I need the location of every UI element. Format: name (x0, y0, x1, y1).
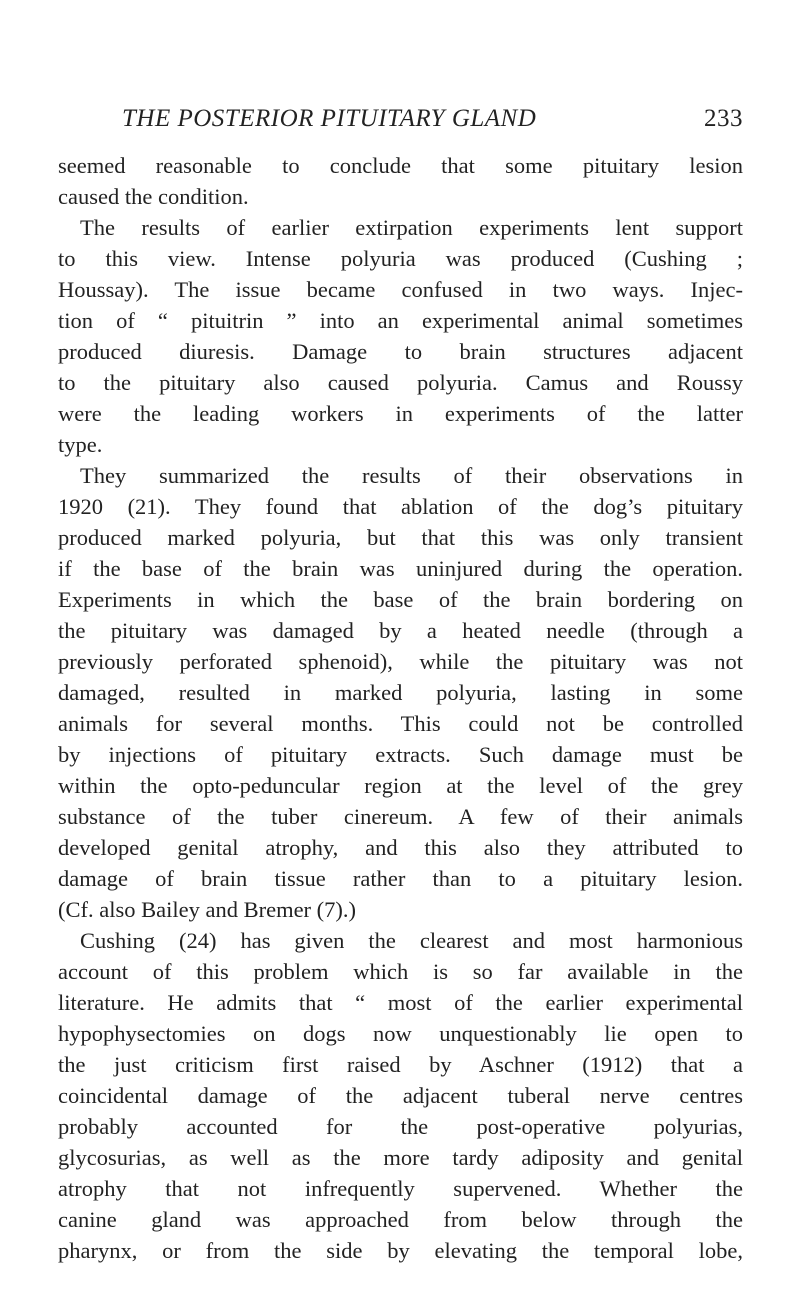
text-line: substance of the tuber cinereum. A few of their animals (58, 804, 743, 829)
text-line: produced diuresis. Damage to brain structures adjacent (58, 339, 743, 364)
page-number: 233 (704, 105, 743, 132)
text-line: Experiments in which the base of the brain bordering on (58, 587, 743, 612)
text-line: previously perforated sphenoid), while the pituitary was not (58, 649, 743, 674)
text-line: the just criticism first raised by Aschner (1912) that a (58, 1052, 743, 1077)
text-line: hypophysectomies on dogs now unquestionably lie open to (58, 1021, 743, 1046)
text-line: literature. He admits that “ most of the earlier experimental (58, 990, 743, 1015)
text-line: animals for several months. This could not be controlled (58, 711, 743, 736)
text-line: Cushing (24) has given the clearest and most harmonious (80, 928, 743, 953)
text-line: account of this problem which is so far available in the (58, 959, 743, 984)
body-text (58, 150, 743, 1266)
text-line: 1920 (21). They found that ablation of the dog’s pituitary (58, 494, 743, 519)
text-line: to the pituitary also caused polyuria. Camus and Roussy (58, 370, 743, 395)
text-line: pharynx, or from the side by elevating the temporal lobe, (58, 1238, 743, 1263)
text-line: by injections of pituitary extracts. Such damage must be (58, 742, 743, 767)
text-line: the pituitary was damaged by a heated needle (through a (58, 618, 743, 643)
text-line: if the base of the brain was uninjured during the operation. (58, 556, 743, 581)
text-line: They summarized the results of their observations in (80, 463, 743, 488)
text-line: developed genital atrophy, and this also they attributed to (58, 835, 743, 860)
text-line: caused the condition. (58, 184, 249, 209)
running-header (122, 105, 743, 141)
text-line: within the opto-peduncular region at the level of the grey (58, 773, 743, 798)
text-line: probably accounted for the post-operative polyurias, (58, 1114, 743, 1139)
text-line: The results of earlier extirpation experiments lent support (80, 215, 743, 240)
text-line: damage of brain tissue rather than to a pituitary lesion. (58, 866, 743, 891)
text-line: glycosurias, as well as the more tardy adiposity and genital (58, 1145, 743, 1170)
text-line: produced marked polyuria, but that this was only transient (58, 525, 743, 550)
text-line: tion of “ pituitrin ” into an experimental animal sometimes (58, 308, 743, 333)
text-line: type. (58, 432, 103, 457)
text-line: atrophy that not infrequently supervened. Whether the (58, 1176, 743, 1201)
text-line: to this view. Intense polyuria was produced (Cushing ; (58, 246, 743, 271)
text-line: (Cf. also Bailey and Bremer (7).) (58, 897, 357, 922)
text-line: canine gland was approached from below through the (58, 1207, 743, 1232)
running-title: THE POSTERIOR PITUITARY GLAND (122, 105, 537, 132)
text-line: coincidental damage of the adjacent tuberal nerve centres (58, 1083, 743, 1108)
text-line: were the leading workers in experiments of the latter (58, 401, 743, 426)
text-line: seemed reasonable to conclude that some pituitary lesion (58, 153, 743, 178)
text-line: Houssay). The issue became confused in two ways. Injec- (58, 277, 743, 302)
text-line: damaged, resulted in marked polyuria, lasting in some (58, 680, 743, 705)
